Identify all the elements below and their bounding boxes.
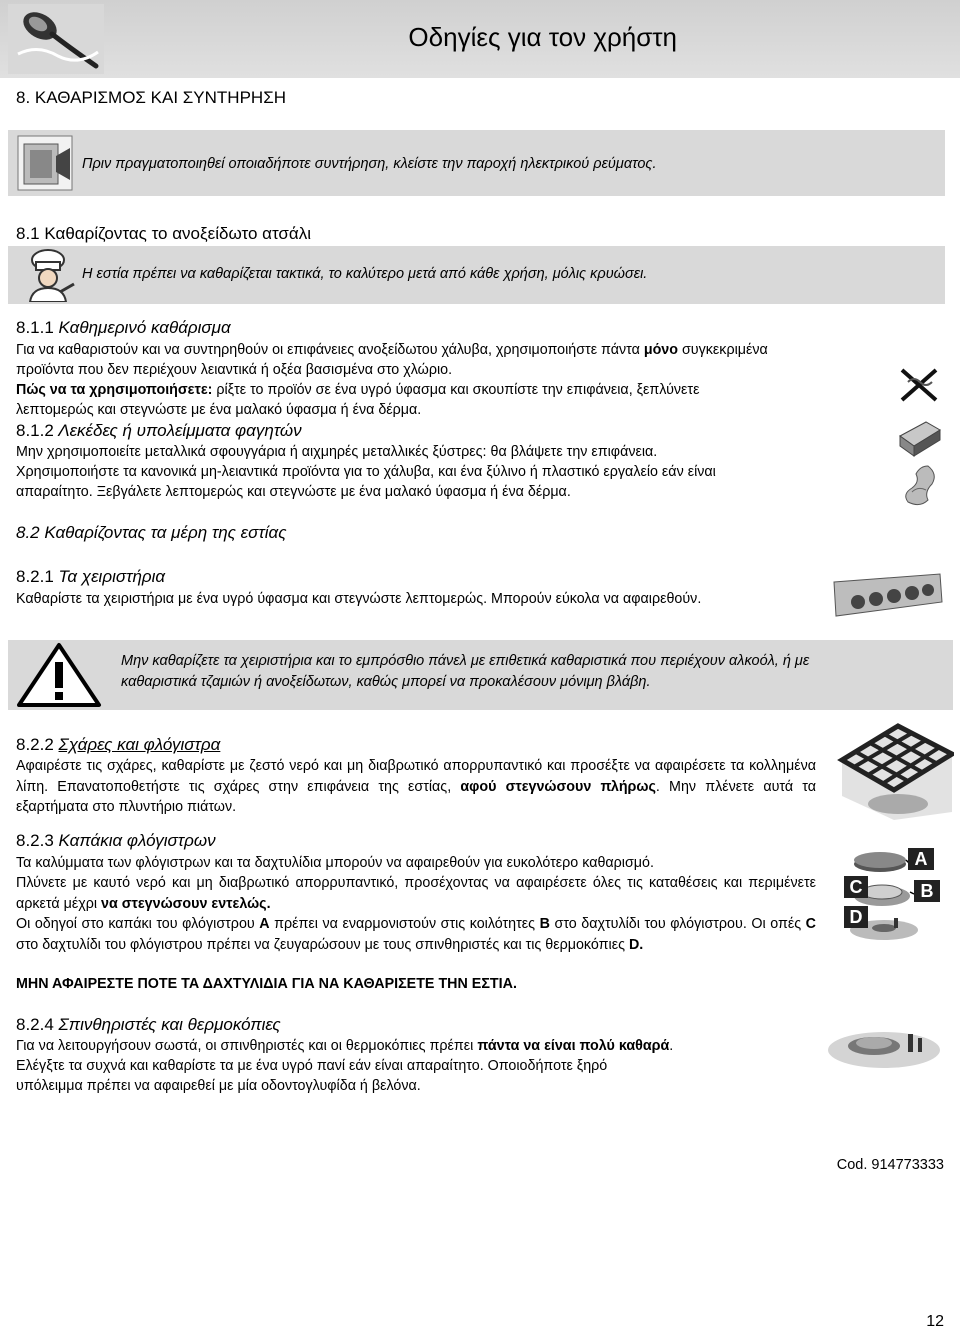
igniters-line3: υπόλειμμα πρέπει να αφαιρεθεί με μία οδοντογλυφίδα ή βελόνα.: [16, 1078, 421, 1094]
cloth-icon: [898, 462, 942, 510]
section-8-1-2-heading: Λεκέδες ή υπολείμματα φαγητών: [58, 421, 302, 440]
burner-caps-para3-c: στο δαχτυλίδι του φλόγιστρου. Οι οπές: [554, 916, 802, 932]
label-c-ref: C: [805, 916, 816, 932]
warning-triangle-icon: [16, 642, 102, 708]
section-8-2-1-num: 8.2.1: [16, 567, 54, 586]
section-8-2-4-title: [16, 1015, 281, 1035]
power-switch-icon: [16, 134, 74, 192]
daily-cleaning-bold: μόνο: [643, 342, 678, 358]
sponge-icon: [896, 416, 942, 462]
document-code: Cod. 914773333: [836, 1157, 944, 1173]
burner-caps-para2-text: Πλύνετε με καυτό νερό και μη διαβρωτικό απορρυπαντικό, προσέχοντας να αφαιρέσετε όλες τις καταθέσεις και περιμένετε αρκετά μέχρι: [16, 875, 816, 912]
section-8-1-1-title: [16, 318, 231, 338]
section-8-2-3-heading: Καπάκια φλόγιστρων: [58, 831, 216, 850]
igniters-line2: Ελέγξτε τα συχνά και καθαρίστε τα με ένα υγρό πανί εάν είναι απαραίτητο. Οποιοδήποτε ξηρό: [16, 1058, 608, 1074]
igniters-line1-end: .: [669, 1038, 674, 1054]
stains-line2: Χρησιμοποιήστε τα κανονικά μη-λειαντικά προϊόντα για το χάλυβα, και ένα ξύλινο ή πλαστικό εργαλείο εάν είναι: [16, 464, 716, 480]
warning-line2: καθαριστικά τζαμιών ή ανοξείδωτων, καθώς μπορεί να προκαλέσουν μόνιμη βλάβη.: [121, 674, 651, 690]
burner-caps-warning: ΜΗΝ ΑΦΑΙΡΕΣΤΕ ΠΟΤΕ ΤΑ ΔΑΧΤΥΛΙΔΙΑ ΓΙΑ ΝΑ ΚΑΘΑΡΙΣΕΤΕ ΤΗΝ ΕΣΤΙΑ.: [16, 976, 517, 992]
label-a-badge: A: [908, 848, 934, 870]
burner-caps-para2: [16, 873, 816, 914]
stainless-note: Η εστία πρέπει να καθαρίζεται τακτικά, το καλύτερο μετά από κάθε χρήση, μόλις κρυώσει.: [82, 266, 648, 282]
page-number: 12: [926, 1313, 944, 1330]
power-note: Πριν πραγματοποιηθεί οποιαδήποτε συντήρηση, κλείστε την παροχή ηλεκτρικού ρεύματος.: [82, 156, 657, 172]
label-c-badge: C: [844, 876, 868, 898]
label-b-ref: B: [539, 916, 550, 932]
section-8-1-1-num: 8.1.1: [16, 318, 54, 337]
burner-caps-line1: Τα καλύμματα των φλόγιστρων και τα δαχτυλίδια μπορούν να αφαιρεθούν για ευκολότερο καθαρισμό.: [16, 855, 654, 871]
warning-line1: Μην καθαρίζετε τα χειριστήρια και το εμπρόσθιο πάνελ με επιθετικά καθαριστικά που περιέχουν αλκοόλ, ή με: [121, 653, 810, 669]
burner-caps-para3-b: πρέπει να εναρμονιστούν στις κοιλότητες: [274, 916, 536, 932]
how-to-use-line: [16, 380, 699, 401]
section-8-2-2-num: 8.2.2: [16, 735, 54, 754]
how-to-use-text: ρίξτε το προϊόν σε ένα υγρό ύφασμα και σκουπίστε την επιφάνεια, ξεπλύνετε: [216, 382, 700, 398]
stains-line1: Μην χρησιμοποιείτε μεταλλικά σφουγγάρια ή αιχμηρές μεταλλικές ξύστρες: θα βλάψετε την επιφάνεια.: [16, 444, 658, 460]
section-8-2-2-heading: Σχάρες και φλόγιστρα: [58, 735, 221, 754]
daily-cleaning-line1: [16, 340, 941, 361]
knobs-text: Καθαρίστε τα χειριστήρια με ένα υγρό ύφασμα και στεγνώστε λεπτομερώς. Μπορούν εύκολα να αφαιρεθούν.: [16, 591, 702, 607]
igniters-line1: [16, 1036, 673, 1057]
control-knobs-icon: [830, 572, 946, 624]
igniters-line1-bold: πάντα να είναι πολύ καθαρά: [477, 1038, 670, 1054]
label-d-ref: D.: [628, 936, 644, 953]
label-a-ref: A: [259, 916, 270, 932]
section-8-2-1-title: [16, 567, 165, 587]
spoon-logo-icon: [8, 4, 104, 74]
burner-caps-para3-d: στο δαχτυλίδι του φλόγιστρου πρέπει να ζευγαρώσουν με τους σπινθηριστές και τις θερμοκόπιες: [16, 936, 625, 953]
chef-icon: [20, 248, 76, 302]
section-8-2-3-num: 8.2.3: [16, 831, 54, 850]
section-8-1-title: 8.1 Καθαρίζοντας το ανοξείδωτο ατσάλι: [16, 224, 312, 243]
grate-icon: [828, 720, 954, 824]
grates-text-bold: αφού στεγνώσουν πλήρως: [460, 778, 656, 795]
burner-caps-para3-a: Οι οδηγοί στο καπάκι του φλόγιστρου: [16, 916, 255, 932]
section-8-title: 8. ΚΑΘΑΡΙΣΜΟΣ ΚΑΙ ΣΥΝΤΗΡΗΣΗ: [16, 88, 286, 107]
stains-line3: απαραίτητο. Ξεβγάλετε λεπτομερώς και στεγνώστε με ένα μαλακό ύφασμα ή ένα δέρμα.: [16, 484, 571, 500]
igniters-line1-text: Για να λειτουργήσουν σωστά, οι σπινθηριστές και οι θερμοκόπιες πρέπει: [16, 1038, 474, 1054]
page-title: Οδηγίες για τον χρήστη: [408, 22, 677, 52]
section-8-1-1-heading: Καθημερινό καθάρισμα: [58, 318, 231, 337]
section-8-2-title: 8.2 Καθαρίζοντας τα μέρη της εστίας: [16, 523, 287, 542]
daily-cleaning-line2: προϊόντα που δεν περιέχουν λειαντικά ή οξέα βασισμένα στο χλώριο.: [16, 362, 453, 378]
section-8-2-3-title: [16, 831, 216, 851]
section-8-1-2-num: 8.1.2: [16, 421, 54, 440]
burner-caps-para2-bold: να στεγνώσουν εντελώς.: [101, 895, 271, 912]
label-d-badge: D: [844, 906, 868, 928]
section-8-2-1-heading: Τα χειριστήρια: [58, 567, 166, 586]
grates-text-a: Αφαιρέστε τις σχάρες, καθαρίστε με ζεστό νερό και μη διαβρωτικό απορρυπαντικό και προσέξτε να αφαιρέσετε τα κολλημένα λίπη. Επανατοποθετήστε τις σχάρες στην επιφάνεια της εστίας,: [16, 758, 816, 795]
label-b-badge: B: [914, 880, 940, 902]
how-to-use-label: Πώς να τα χρησιμοποιήσετε:: [16, 382, 213, 398]
no-scourer-icon: [896, 364, 942, 406]
igniter-icon: [822, 1020, 946, 1072]
section-8-2-2-title: [16, 735, 220, 755]
burner-parts-icon: [840, 844, 950, 950]
burner-caps-para3: [16, 914, 816, 955]
section-8-1-2-title: [16, 421, 302, 441]
section-8-2-4-heading: Σπινθηριστές και θερμοκόπιες: [58, 1015, 281, 1034]
section-8-2-4-num: 8.2.4: [16, 1015, 54, 1034]
how-to-use-line2: λεπτομερώς και στεγνώστε με ένα μαλακό ύφασμα ή ένα δέρμα.: [16, 402, 422, 418]
grates-text-b: . Μην πλένετε αυτά τα εξαρτήματα στο πλυντήριο πιάτων.: [16, 778, 816, 815]
daily-cleaning-text-end: συγκεκριμένα: [681, 342, 768, 358]
grates-text: [16, 756, 816, 818]
daily-cleaning-text: Για να καθαριστούν και να συντηρηθούν οι επιφάνειες ανοξείδωτου χάλυβα, χρησιμοποιήστε πάντα: [16, 342, 640, 358]
